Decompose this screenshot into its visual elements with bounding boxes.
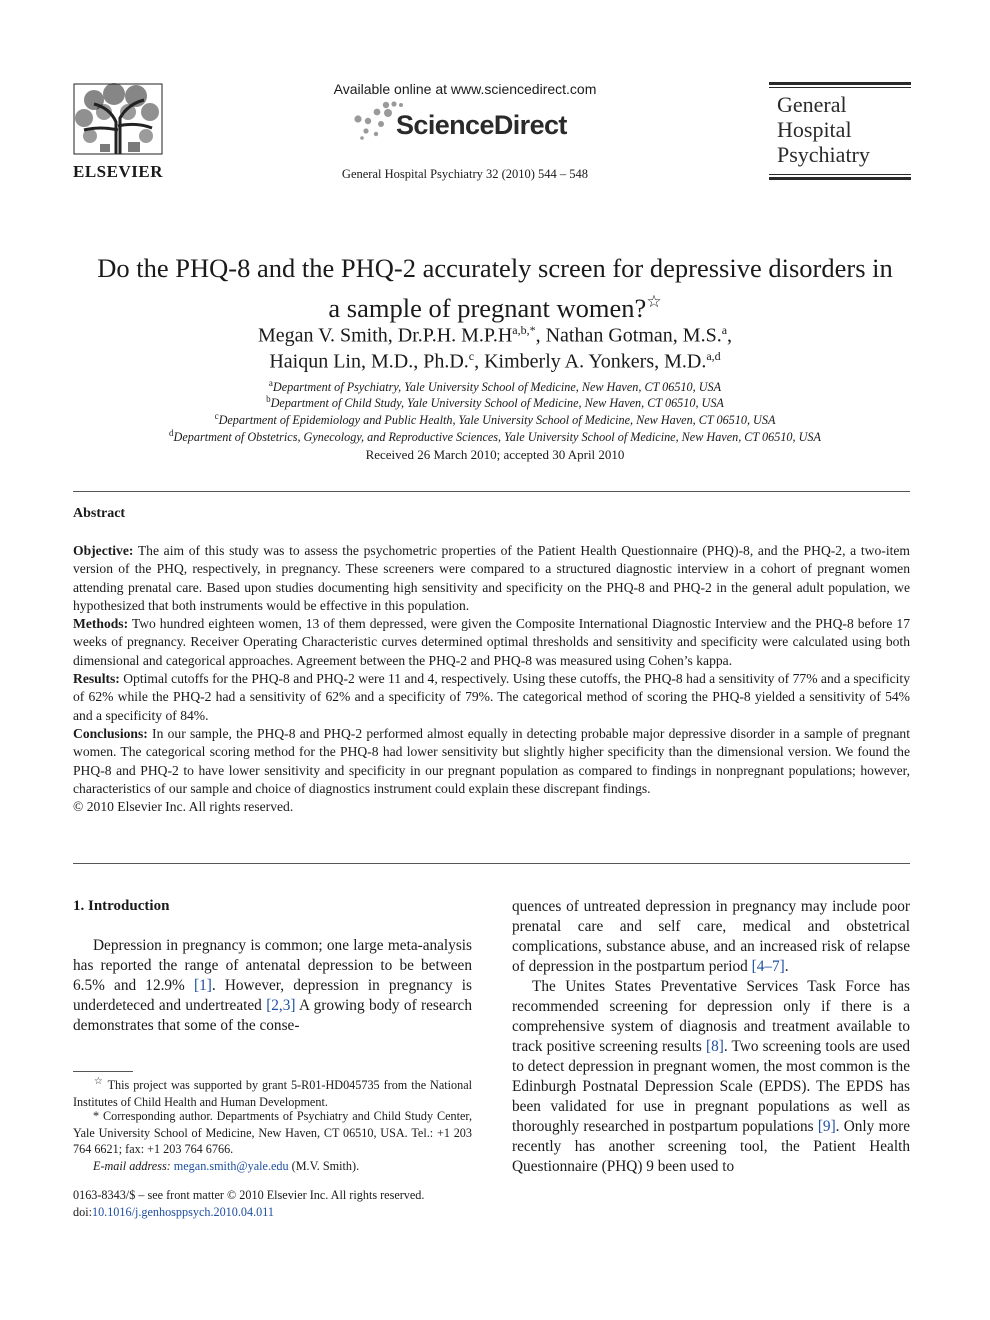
available-online-text: Available online at www.sciencedirect.com: [333, 81, 597, 97]
affiliation-text: Department of Psychiatry, Yale University School of Medicine, New Haven, CT 06510, USA: [272, 380, 722, 395]
section-label: Results:: [73, 671, 120, 687]
footnote-corresponding-author: [73, 1108, 472, 1158]
body-column-right: [512, 897, 910, 1177]
body-column-left: [73, 936, 472, 1036]
citation-link[interactable]: [2,3]: [266, 997, 296, 1014]
citation-link[interactable]: [9]: [817, 1118, 836, 1135]
footnote-divider: [73, 1071, 133, 1072]
paragraph-text: . Two screening tools are used to detect depression in pregnant women, the most common is the Edinburgh Postnatal Depression Scale (EPDS). The EPDS has been validated for use in pregnant populations as well as thoroughly researched in postpartum populations: [512, 1038, 911, 1135]
author-line-2: [60, 349, 930, 374]
journal-logo: [769, 82, 911, 180]
doi-link[interactable]: 10.1016/j.genhosppsych.2010.04.011: [91, 1205, 274, 1219]
journal-logo-line-1: General: [777, 92, 847, 117]
abstract-objective: [73, 542, 910, 615]
affiliation-c: [60, 411, 930, 428]
paragraph-text: A growing body of research demonstrates that some of the conse-: [73, 997, 472, 1034]
abstract-conclusions: [73, 725, 910, 798]
section-label: Methods:: [73, 616, 129, 632]
received-dates: Received 26 March 2010; accepted 30 April 2010: [365, 447, 625, 462]
sciencedirect-wordmark: ScienceDirect: [396, 110, 567, 140]
footnote-mark: ☆: [93, 1076, 104, 1087]
journal-logo-line-3: Psychiatry: [777, 142, 870, 167]
footnote-mark: *: [93, 1109, 100, 1123]
front-matter: [73, 1187, 472, 1221]
title-footnote-mark[interactable]: ☆: [646, 292, 662, 311]
author-affiliation-mark[interactable]: c: [468, 349, 475, 363]
footnote-text: Corresponding author. Departments of Psychiatry and Child Study Center, Yale University School of Medicine, New Haven, CT 06510, USA. Tel.: +1 203 764 6621; fax: +1 203 764 6766.: [73, 1109, 472, 1157]
author-affiliation-mark[interactable]: a,b,*: [512, 323, 536, 337]
paragraph: [73, 936, 472, 1036]
citation-link[interactable]: [4–7]: [751, 958, 785, 975]
author-affiliation-mark[interactable]: a,d: [706, 349, 721, 363]
abstract-methods: [73, 615, 910, 670]
affiliation-b: [60, 394, 930, 411]
affiliation-text: Department of Epidemiology and Public Health, Yale University School of Medicine, New Haven, CT 06510, USA: [218, 413, 776, 428]
journal-reference: General Hospital Psychiatry 32 (2010) 544 – 548: [341, 167, 589, 181]
paragraph: [512, 897, 910, 977]
doi-label: doi:: [73, 1205, 92, 1219]
paragraph-text: quences of untreated depression in pregnancy may include poor prenatal care and self care, medical and obstetrical complications, substance abuse, and an increased risk of relapse of depression in the postpartum period: [512, 898, 910, 975]
abstract-results: [73, 670, 910, 725]
citation-link[interactable]: [8]: [706, 1038, 724, 1055]
paragraph-text: . Only more recently has another screening tool, the Patient Health Questionnaire (PHQ) 9 been used to: [512, 1118, 910, 1175]
abstract-body: [73, 542, 910, 816]
title-line-2: a sample of pregnant women?: [328, 292, 647, 323]
front-matter-text: 0163-8343/$ – see front matter © 2010 Elsevier Inc. All rights reserved.: [73, 1188, 425, 1202]
footnote-funding: [73, 1074, 472, 1110]
affiliation-text: Department of Child Study, Yale University School of Medicine, New Haven, CT 06510, USA: [270, 396, 724, 411]
author-affiliation-mark[interactable]: a: [721, 323, 728, 337]
affiliation-mark: b: [266, 394, 271, 404]
author-separator: ,: [535, 324, 546, 347]
affiliation-text: Department of Obstetrics, Gynecology, and Reproductive Sciences, Yale University School of Medicine, New Haven, CT 06510, USA: [173, 430, 821, 445]
paragraph-text: Depression in pregnancy is common; one large meta-analysis has reported the range of antenatal depression to be between 6.5% and 12.9%: [73, 937, 472, 994]
affiliation-a: [60, 378, 930, 395]
email-owner: (M.V. Smith).: [288, 1159, 360, 1173]
section-text: In our sample, the PHQ-8 and PHQ-2 performed almost equally in detecting probable major depressive disorder in a sample of pregnant women. The categorical scoring method for the PHQ-8 had lower sensitivity but slightly higher specificity than the dimensional version. We found the PHQ-8 and PHQ-2 to have lower sensitivity and specificity in our pregnant population as compared to findings in nonpregnant populations; however, characteristics of our sample and choice of diagnostics instrument could explain these discrepant findings.: [73, 725, 910, 796]
section-text: Two hundred eighteen women, 13 of them depressed, were given the Composite International Diagnostic Interview and the PHQ-8 before 17 weeks of pregnancy. Receiver Operating Characteristic curves determined optimal thresholds and sensitivity and specificity were calculated using both dimensional and categorical approaches. Agreement between the PHQ-2 and PHQ-8 was measured using Cohen’s kappa.: [73, 616, 910, 668]
affiliation-mark: d: [169, 428, 174, 438]
divider: [73, 491, 910, 492]
paragraph-text: . However, depression in pregnancy is underdeteced and undertreated: [73, 977, 473, 1014]
title-line-1: Do the PHQ-8 and the PHQ-2 accurately screen for depressive disorders in: [97, 253, 893, 283]
affiliation-d: [60, 428, 930, 445]
author-name: Nathan Gotman, M.S.: [545, 324, 722, 347]
author-name: Kimberly A. Yonkers, M.D.: [484, 350, 707, 373]
section-label: Conclusions:: [73, 725, 148, 741]
divider: [73, 863, 910, 864]
section-text: Optimal cutoffs for the PHQ-8 and PHQ-2 were 11 and 4, respectively. Using these cutoffs, the PHQ-8 had a sensitivity of 77% and a specificity of 62% while the PHQ-2 had a sensitivity of 62% and a specificity of 79%. The categorical method of scoring the PHQ-8 yielded a sensitivity of 54% and a specificity of 84%.: [73, 671, 910, 723]
footnote-email: [73, 1158, 472, 1175]
paragraph: [512, 977, 910, 1177]
author-line-1: [60, 323, 930, 348]
abstract-copyright: © 2010 Elsevier Inc. All rights reserved.: [73, 799, 294, 815]
abstract-heading: Abstract: [73, 506, 126, 521]
citation-link[interactable]: [1]: [193, 977, 212, 994]
journal-logo-line-2: Hospital: [777, 117, 852, 142]
email-link[interactable]: megan.smith@yale.edu: [173, 1159, 289, 1173]
paragraph-text: .: [784, 958, 789, 975]
author-name: Megan V. Smith, Dr.P.H. M.P.H: [257, 324, 513, 347]
author-name: Haiqun Lin, M.D., Ph.D.: [269, 350, 469, 373]
section-heading-introduction: 1. Introduction: [73, 898, 170, 914]
author-separator: ,: [727, 324, 733, 347]
email-label: E-mail address:: [93, 1159, 171, 1173]
affiliation-mark: c: [214, 411, 219, 421]
footnote-text: This project was supported by grant 5-R01-HD045735 from the National Institutes of Child Health and Human Development.: [73, 1078, 472, 1109]
author-separator: ,: [474, 350, 485, 373]
article-title: [60, 252, 930, 325]
paragraph-text: The Unites States Preventative Services Task Force has recommended screening for depression only if there is a comprehensive system of diagnosis and treatment available to track positive screening results: [512, 978, 910, 1055]
publisher-name: ELSEVIER: [73, 162, 163, 181]
section-label: Objective:: [73, 543, 134, 558]
affiliation-mark: a: [268, 378, 273, 388]
section-text: The aim of this study was to assess the psychometric properties of the Patient Health Questionnaire (PHQ)-8, and the PHQ-2, a two-item version of the PHQ, respectively, in pregnancy. These screeners were compared to a structured diagnostic interview in a cohort of pregnant women attending prenatal care. Based upon studies documenting high sensitivity and specificity on the PHQ-8 and PHQ-2 in the general adult population, we hypothesized that both instruments would be effective in this population.: [73, 543, 910, 613]
